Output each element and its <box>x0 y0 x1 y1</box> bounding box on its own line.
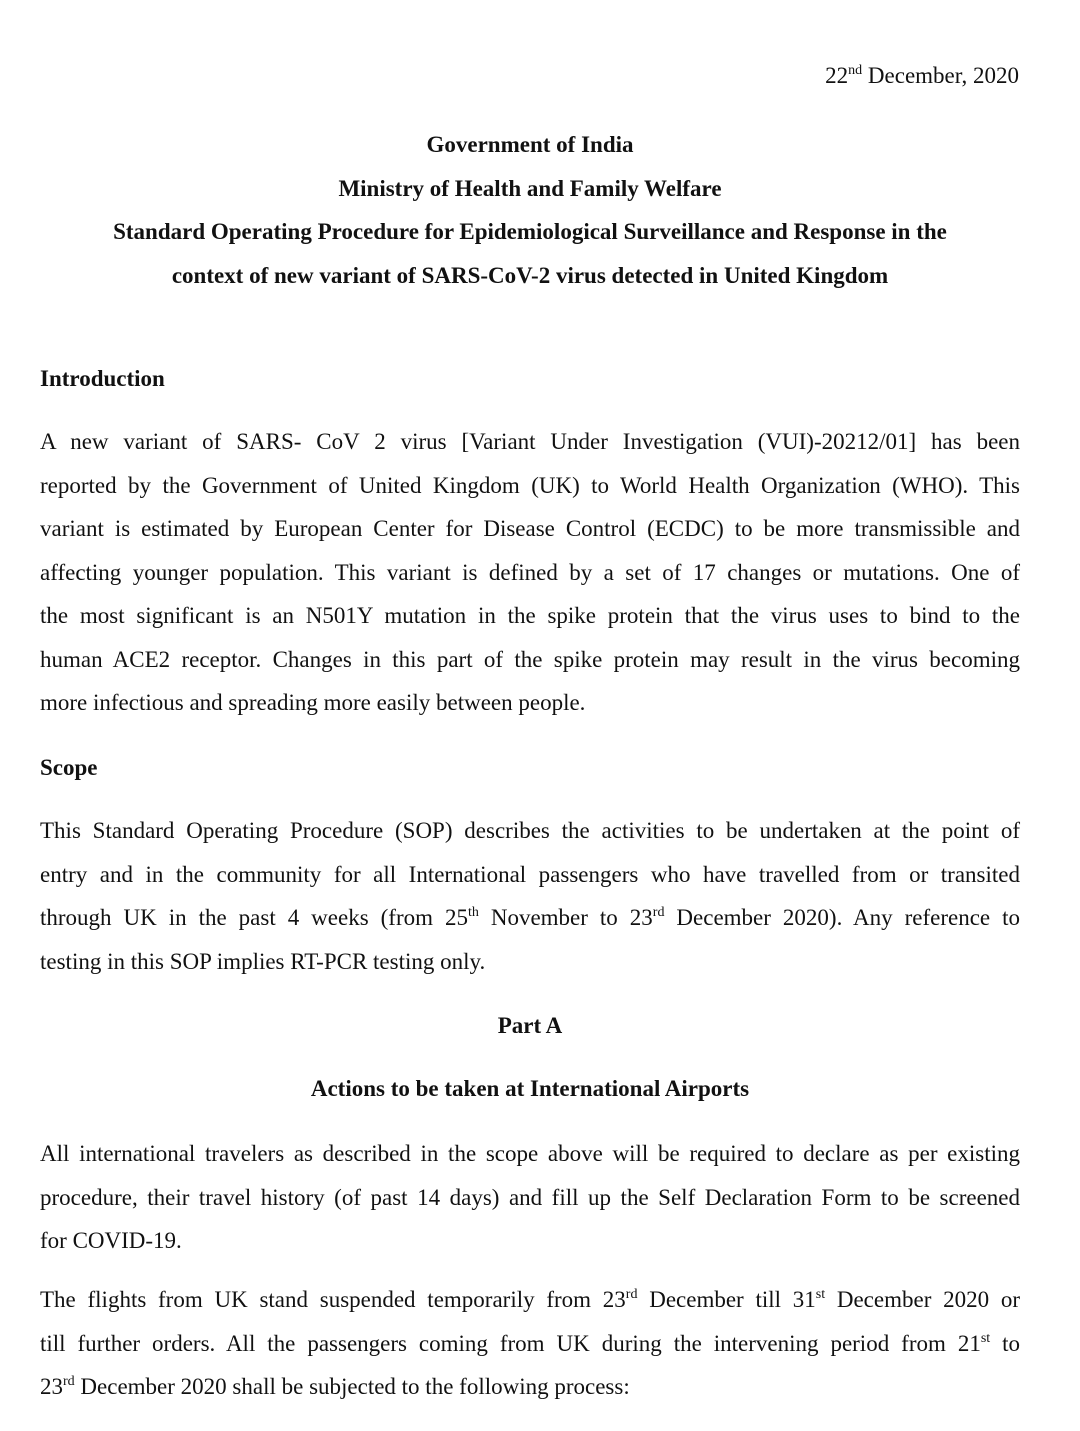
title-line-ministry: Ministry of Health and Family Welfare <box>338 175 722 201</box>
text-segment: testing in this SOP implies RT-PCR testing only. <box>40 948 486 974</box>
text-segment: till further orders. All the passengers coming from UK during the intervening period from 21 <box>40 1330 981 1356</box>
text-line <box>40 1365 1020 1409</box>
part-a-paragraph-2 <box>40 1278 1020 1409</box>
ordinal-suffix: st <box>815 1287 826 1302</box>
text-segment: 23 <box>40 1374 63 1399</box>
title-line-sop: Standard Operating Procedure for Epidemiological Surveillance and Response in the <box>113 219 947 244</box>
text-line: variant is estimated by European Center for Disease Control (ECDC) to be more transmissible and <box>40 516 1020 541</box>
text-segment: December till 31 <box>637 1287 816 1312</box>
part-a-label: Part A <box>497 1013 563 1038</box>
text-line <box>40 896 1020 940</box>
part-a-subtitle: Actions to be taken at International Airports <box>310 1076 750 1101</box>
scope-paragraph <box>40 809 1020 983</box>
text-segment: The flights from UK stand suspended temporarily from 23 <box>40 1287 626 1312</box>
ordinal-suffix: th <box>467 905 479 920</box>
section-heading-introduction: Introduction <box>40 366 165 391</box>
part-a-paragraph-1 <box>40 1132 1020 1263</box>
text-line: A new variant of SARS- CoV 2 virus [Variant Under Investigation (VUI)-20212/01] has been <box>40 429 1020 454</box>
introduction-paragraph <box>40 420 1020 725</box>
text-line: affecting younger population. This variant is defined by a set of 17 changes or mutations. One of <box>40 559 1020 585</box>
document-date <box>825 60 1019 92</box>
text-line <box>40 1322 1020 1366</box>
title-line-government: Government of India <box>426 132 634 157</box>
text-segment: through UK in the past 4 weeks (from 25 <box>40 905 468 930</box>
text-segment: This Standard Operating Procedure (SOP) describes the activities to be undertaken at the point of <box>40 818 1020 843</box>
text-segment: entry and in the community for all International passengers who have travelled from or transited <box>40 861 1020 887</box>
text-line <box>40 940 1020 984</box>
ordinal-suffix: rd <box>625 1287 638 1302</box>
text-line: for COVID-19. <box>40 1228 182 1253</box>
text-segment: December 2020 shall be subjected to the following process: <box>74 1374 630 1399</box>
document-title <box>40 123 1020 297</box>
text-segment: December 2020). Any reference to <box>664 905 1020 930</box>
text-line: reported by the Government of United Kingdom (UK) to World Health Organization (WHO). This <box>40 472 1020 498</box>
text-line: the most significant is an N501Y mutation in the spike protein that the virus uses to bind to the <box>40 603 1020 628</box>
text-line: All international travelers as described in the scope above will be required to declare as per existing <box>40 1141 1020 1166</box>
date-suffix: nd <box>848 63 863 78</box>
text-segment: December 2020 or <box>825 1287 1020 1312</box>
text-line: procedure, their travel history (of past 14 days) and fill up the Self Declaration Form to be screened <box>40 1184 1020 1210</box>
date-rest: December, 2020 <box>862 63 1019 88</box>
title-line-context: context of new variant of SARS-CoV-2 virus detected in United Kingdom <box>171 262 889 288</box>
text-line: human ACE2 receptor. Changes in this part of the spike protein may result in the virus becoming <box>40 646 1020 672</box>
ordinal-suffix: rd <box>63 1374 75 1389</box>
text-line: more infectious and spreading more easily between people. <box>40 690 586 715</box>
text-line <box>40 809 1020 853</box>
text-segment: to <box>990 1330 1021 1356</box>
date-day: 22 <box>825 63 849 88</box>
ordinal-suffix: st <box>980 1330 991 1346</box>
ordinal-suffix: rd <box>652 905 665 920</box>
text-line <box>40 853 1020 897</box>
section-heading-scope: Scope <box>40 755 98 780</box>
text-line <box>40 1278 1020 1322</box>
text-segment: November to 23 <box>478 905 653 930</box>
